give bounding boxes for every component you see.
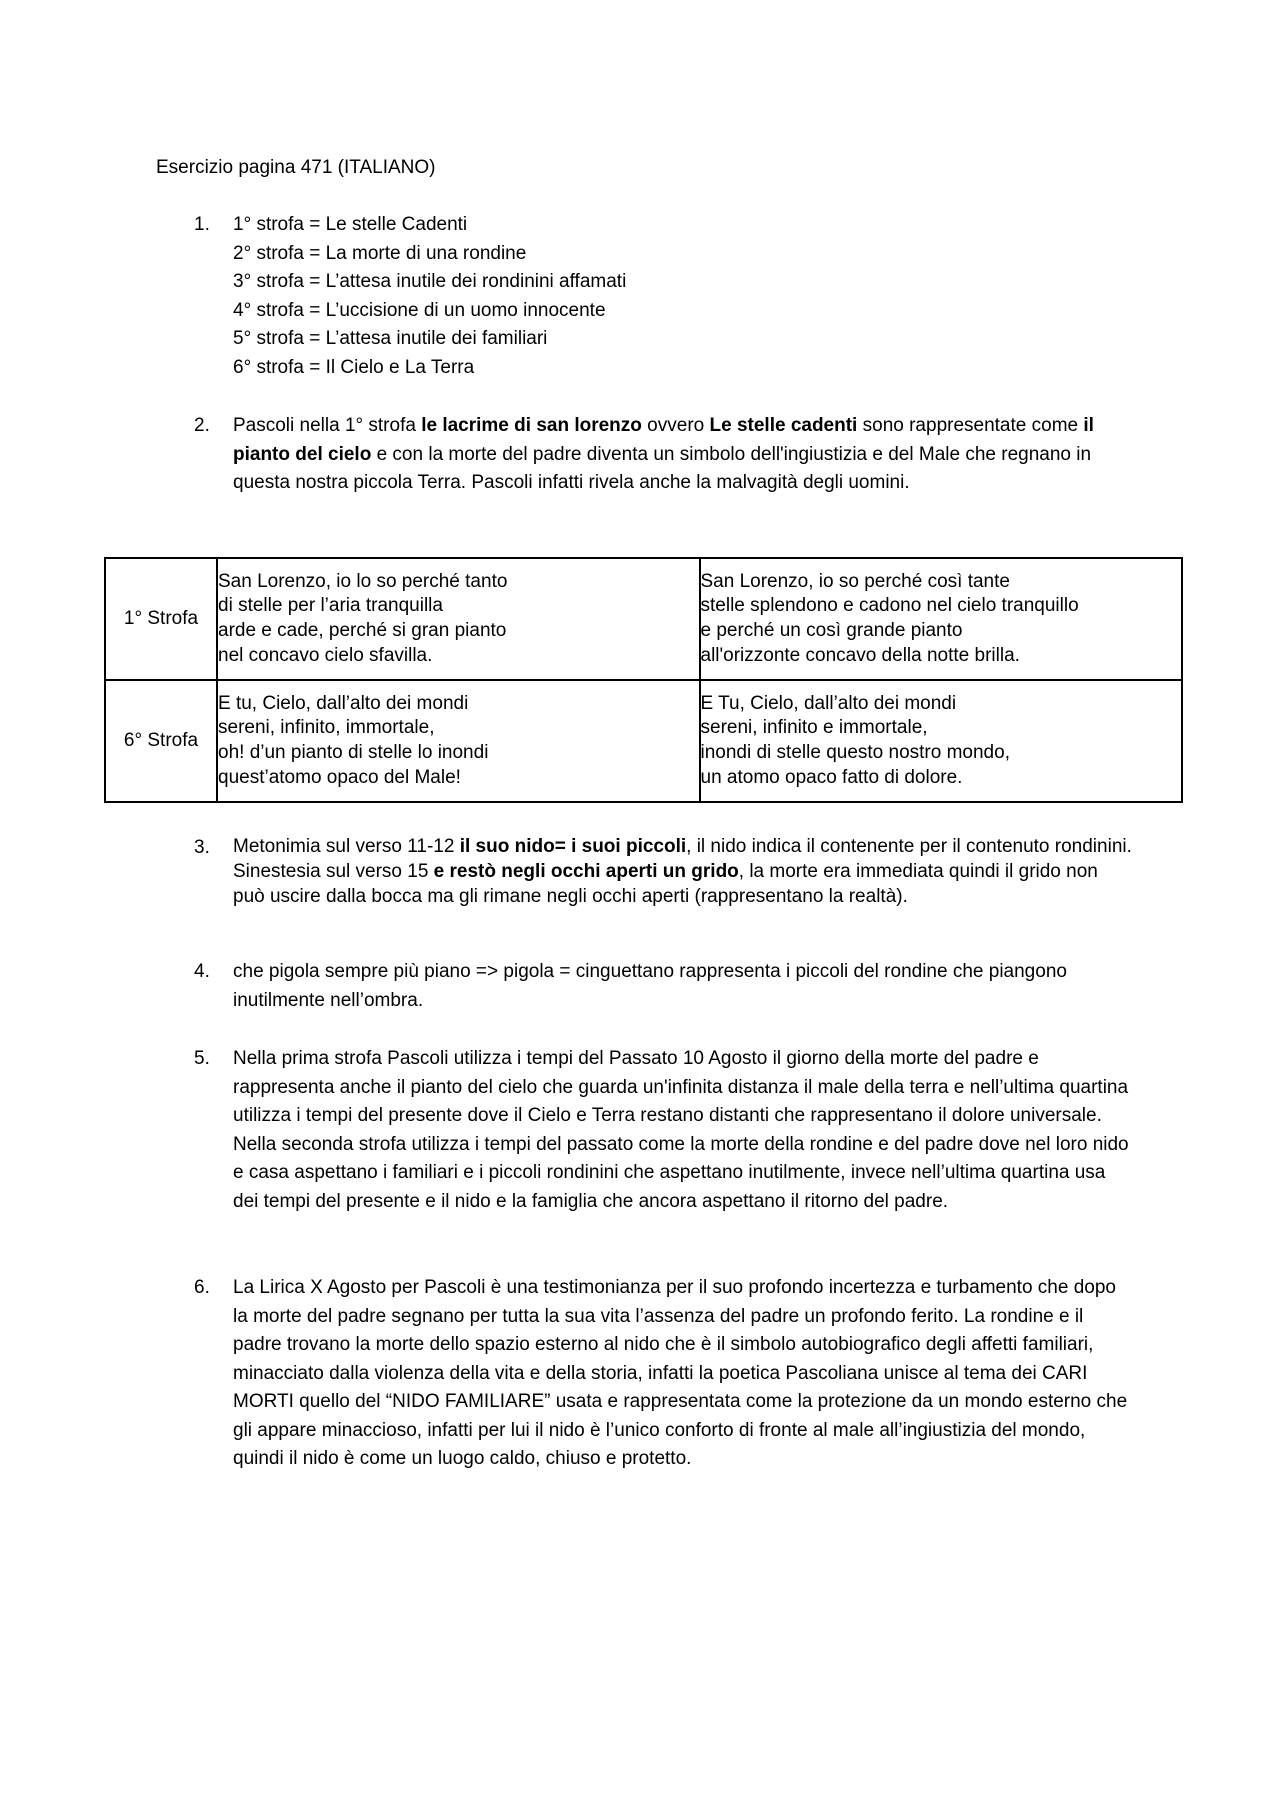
- verse-line: un atomo opaco fatto di dolore.: [700, 766, 963, 788]
- item-number: 6.: [194, 1277, 210, 1298]
- table-row: [105, 558, 1182, 680]
- strofe-table: [104, 557, 1183, 803]
- verse-line: nel concavo cielo sfavilla.: [218, 644, 433, 666]
- paraphrase-cell: [700, 680, 1183, 802]
- text-run: Sinestesia sul verso 15: [233, 861, 434, 882]
- strofa-line: 3° strofa = L’attesa inutile dei rondinini affamati: [233, 271, 627, 292]
- text-run: e con la morte del padre diventa un simbolo dell'ingiustizia e del Male che regnano in questa nostra piccola Terra. Pascoli infatti rivela anche la malvagità degli uomini.: [233, 443, 1092, 493]
- bold-run: le lacrime di san lorenzo: [421, 415, 642, 436]
- text-run: , la morte era immediata quindi il grido non può uscire dalla bocca ma gli rimane negli occhi aperti (rappresentano la realtà).: [233, 861, 1098, 907]
- bold-run: e restò negli occhi aperti un grido: [433, 861, 739, 882]
- answer-1-body: [233, 211, 1134, 382]
- item-number: 3.: [194, 837, 210, 858]
- verse-line: all'orizzonte concavo della notte brilla.: [700, 644, 1020, 666]
- verse-line: San Lorenzo, io lo so perché tanto: [218, 570, 508, 592]
- strofa-line: 2° strofa = La morte di una rondine: [233, 242, 527, 264]
- answer-4-body: [233, 958, 1134, 1015]
- strofa-line: 5° strofa = L’attesa inutile dei familiari: [233, 328, 548, 349]
- verse-line: sereni, infinito, immortale,: [218, 717, 435, 739]
- item-number: 5.: [194, 1048, 210, 1069]
- answer-5: [194, 1045, 1134, 1216]
- bold-run: il suo nido= i suoi piccoli: [459, 836, 687, 857]
- strofa-line: 1° strofa = Le stelle Cadenti: [233, 214, 468, 235]
- text-run: Pascoli nella 1° strofa: [233, 415, 422, 436]
- table-row: [105, 680, 1182, 802]
- bold-run: il pianto del cielo: [233, 415, 1094, 465]
- sinestesia-paragraph: [233, 859, 1134, 909]
- item-number: 4.: [194, 961, 210, 982]
- row-label: 1° Strofa: [105, 558, 217, 680]
- text-run: ovvero: [641, 415, 710, 436]
- verse-line: E tu, Cielo, dall’alto dei mondi: [218, 692, 469, 714]
- answer-5-body: [233, 1045, 1134, 1216]
- verse-line: inondi di stelle questo nostro mondo,: [700, 742, 1010, 763]
- answer-2: [194, 412, 1134, 498]
- verse-line: sereni, infinito e immortale,: [700, 717, 928, 739]
- paraphrase-cell: [700, 558, 1183, 680]
- item-number: 1.: [194, 214, 210, 235]
- bold-run: Le stelle cadenti: [709, 415, 858, 436]
- strofa-line: 4° strofa = L’uccisione di un uomo innocente: [233, 299, 606, 321]
- row-label: 6° Strofa: [105, 680, 217, 802]
- strofa-line: 6° strofa = Il Cielo e La Terra: [233, 356, 475, 378]
- page-title: Esercizio pagina 471 (ITALIANO): [156, 157, 436, 178]
- original-verse-cell: [217, 558, 700, 680]
- verse-line: arde e cade, perché si gran pianto: [218, 620, 507, 641]
- metonimia-paragraph: [233, 834, 1134, 859]
- text-run: sono rappresentate come: [857, 415, 1084, 436]
- answer-6: [194, 1274, 1134, 1474]
- verse-line: stelle splendono e cadono nel cielo tranquillo: [700, 595, 1079, 617]
- answer-2-paragraph: [233, 412, 1134, 498]
- verse-line: San Lorenzo, io so perché così tante: [700, 570, 1010, 592]
- verse-line: quest’atomo opaco del Male!: [218, 766, 461, 788]
- answer-3-body: [233, 834, 1134, 909]
- text-run: Metonimia sul verso 11-12: [233, 836, 460, 857]
- answer-6-paragraph: La Lirica X Agosto per Pascoli è una testimonianza per il suo profondo incertezza e turbamento che dopo la morte del padre segnano per tutta la sua vita l’assenza del padre un profondo ferito. La rondine e il padre trovano la morte dello spazio esterno al nido che è il simbolo autobiografico degli affetti familiari, minacciato dalla violenza della vita e della storia, infatti la poetica Pascoliana unisce al tema dei CARI MORTI quello del “NIDO FAMILIARE” usata e rappresentata come la protezione da un mondo esterno che gli appare minaccioso, infatti per lui il nido è l’unico conforto di fronte al male all’ingiustizia del mondo, quindi il nido è come un luogo caldo, chiuso e protetto.: [233, 1277, 1128, 1469]
- verse-line: oh! d’un pianto di stelle lo inondi: [218, 742, 489, 763]
- verse-line: e perché un così grande pianto: [700, 620, 963, 641]
- answer-4-paragraph: che pigola sempre più piano => pigola = cinguettano rappresenta i piccoli del rondine che piangono inutilmente nell’ombra.: [233, 961, 1067, 1011]
- item-number: 2.: [194, 415, 210, 436]
- verse-line: E Tu, Cielo, dall’alto dei mondi: [700, 692, 957, 714]
- answer-5-paragraph: Nella prima strofa Pascoli utilizza i tempi del Passato 10 Agosto il giorno della morte del padre e rappresenta anche il pianto del cielo che guarda un'infinita distanza il male della terra e nell’ultima quartina utilizza i tempi del presente dove il Cielo e Terra restano distanti che rappresentano il dolore universale. Nella seconda strofa utilizza i tempi del passato come la morte della rondine e del padre dove nel loro nido e casa aspettano i familiari e i piccoli rondinini che aspettano inutilmente, invece nell’ultima quartina usa dei tempi del presente e il nido e la famiglia che ancora aspettano il ritorno del padre.: [233, 1048, 1129, 1212]
- answer-3: [194, 834, 1134, 909]
- original-verse-cell: [217, 680, 700, 802]
- answer-4: [194, 958, 1134, 1015]
- answer-6-body: [233, 1274, 1134, 1474]
- text-run: , il nido indica il contenente per il contenuto rondinini.: [686, 836, 1132, 857]
- verse-line: di stelle per l’aria tranquilla: [218, 595, 443, 617]
- answer-1: [194, 211, 1134, 382]
- answer-2-body: [233, 412, 1134, 498]
